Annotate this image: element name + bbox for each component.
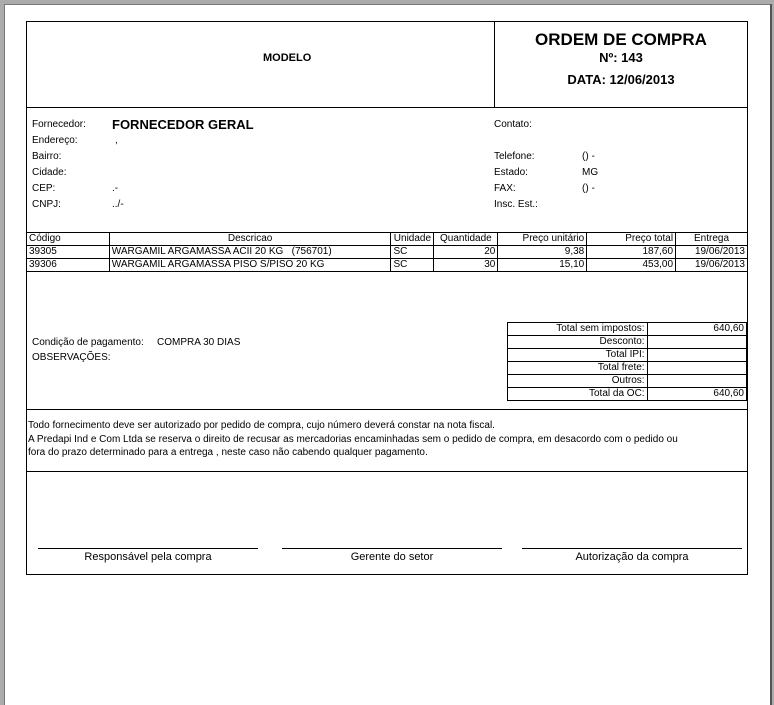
col-header-delivery: Entrega	[676, 233, 748, 246]
others-label: Outros:	[508, 375, 648, 388]
phone-label: Telefone:	[494, 151, 535, 162]
total-freight-value	[647, 362, 746, 375]
col-header-code: Código	[27, 233, 110, 246]
header-divider	[26, 107, 748, 108]
city-label: Cidade:	[32, 167, 67, 178]
discount-value	[647, 336, 746, 349]
supplier-label: Fornecedor:	[32, 119, 86, 130]
address-label: Endereço:	[32, 135, 78, 146]
item-code: 39306	[27, 259, 110, 272]
order-total-label: Total da OC:	[508, 388, 648, 401]
item-quantity: 20	[434, 246, 498, 259]
contact-label: Contato:	[494, 119, 532, 130]
observations-label: OBSERVAÇÕES:	[32, 352, 111, 363]
col-header-unit: Unidade	[391, 233, 434, 246]
total-ipi-label: Total IPI:	[508, 349, 648, 362]
item-code: 39305	[27, 246, 110, 259]
total-ipi-value	[647, 349, 746, 362]
totals-row	[508, 375, 747, 388]
address-value: ,	[115, 135, 118, 146]
district-label: Bairro:	[32, 151, 62, 162]
table-row	[27, 246, 748, 259]
state-value: MG	[582, 167, 599, 178]
order-number: Nº: 143	[599, 50, 643, 65]
order-title: ORDEM DE COMPRA	[535, 30, 707, 49]
notes-line-3: fora do prazo determinado para a entrega , neste caso não cabendo qualquer pagamento.	[28, 447, 428, 458]
item-description: WARGAMIL ARGAMASSA PISO S/PISO 20 KG	[109, 259, 391, 272]
col-header-total-price: Preço total	[587, 233, 676, 246]
table-row	[27, 259, 748, 272]
signature-line-manager	[282, 548, 502, 549]
model-label: MODELO	[263, 52, 312, 64]
payment-condition-label: Condição de pagamento:	[32, 337, 144, 348]
order-total-value: 640,60	[647, 388, 746, 401]
cnpj-label: CNPJ:	[32, 199, 61, 210]
total-without-taxes-value: 640,60	[647, 323, 746, 336]
item-total-price: 187,60	[587, 246, 676, 259]
item-delivery: 19/06/2013	[676, 259, 748, 272]
totals-row	[508, 349, 747, 362]
total-freight-label: Total frete:	[508, 362, 648, 375]
totals-row	[508, 362, 747, 375]
payment-condition-value: COMPRA 30 DIAS	[157, 337, 241, 348]
state-registration-label: Insc. Est.:	[494, 199, 538, 210]
others-value	[647, 375, 746, 388]
item-unit: SC	[391, 246, 434, 259]
item-total-price: 453,00	[587, 259, 676, 272]
totals-row	[508, 336, 747, 349]
cep-value: .-	[112, 183, 119, 194]
fax-label: FAX:	[494, 183, 516, 194]
item-description: WARGAMIL ARGAMASSA ACII 20 KG (756701)	[109, 246, 391, 259]
supplier-name: FORNECEDOR GERAL	[112, 117, 254, 132]
notes-line-1: Todo fornecimento deve ser autorizado por pedido de compra, cujo número deverá constar na nota fiscal.	[28, 420, 495, 431]
col-header-quantity: Quantidade	[434, 233, 498, 246]
items-header-row	[27, 233, 748, 246]
signature-manager-label: Gerente do setor	[350, 551, 434, 563]
notes-top-divider	[26, 409, 748, 410]
item-quantity: 30	[434, 259, 498, 272]
document-page	[4, 4, 770, 705]
fax-value: () -	[582, 183, 595, 194]
col-header-unit-price: Preço unitário	[498, 233, 587, 246]
totals-table	[507, 322, 747, 401]
cep-label: CEP:	[32, 183, 56, 194]
totals-row	[508, 388, 747, 401]
cnpj-value: ../-	[112, 199, 124, 210]
signature-authorization-label: Autorização da compra	[575, 551, 689, 563]
item-unit-price: 15,10	[498, 259, 587, 272]
signature-line-authorization	[522, 548, 742, 549]
totals-row	[508, 323, 747, 336]
discount-label: Desconto:	[508, 336, 648, 349]
item-unit: SC	[391, 259, 434, 272]
state-label: Estado:	[494, 167, 528, 178]
notes-line-2: A Predapi Ind e Com Ltda se reserva o direito de recusar as mercadorias encaminhadas sem o pedido de compra, em desacordo com o pedido ou	[28, 434, 678, 445]
notes-bottom-divider	[26, 471, 748, 472]
col-header-description: Descricao	[109, 233, 391, 246]
item-delivery: 19/06/2013	[676, 246, 748, 259]
signature-line-responsible	[38, 548, 258, 549]
signature-responsible-label: Responsável pela compra	[84, 551, 212, 563]
items-table	[26, 232, 748, 272]
order-date: DATA: 12/06/2013	[567, 72, 675, 87]
total-without-taxes-label: Total sem impostos:	[508, 323, 648, 336]
item-unit-price: 9,38	[498, 246, 587, 259]
phone-value: () -	[582, 151, 595, 162]
